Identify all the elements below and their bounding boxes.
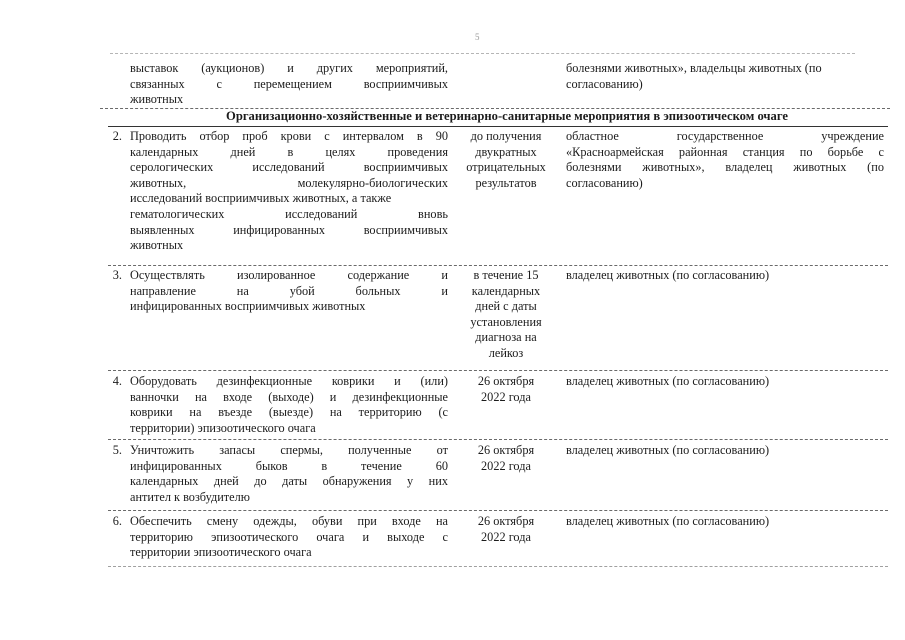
page-number: 5 bbox=[475, 32, 480, 42]
measure-line: Оборудовать дезинфекционные коврики и (или) bbox=[130, 374, 448, 388]
measure-line: территории) эпизоотического очага bbox=[130, 420, 316, 435]
deadline-line: в течение 15 bbox=[473, 268, 539, 282]
measure-line: календарных дней в целях проведения bbox=[130, 144, 448, 159]
responsible-cell bbox=[566, 443, 884, 459]
deadline-line: 26 октября bbox=[477, 374, 535, 388]
deadline-line: до получения bbox=[470, 129, 542, 143]
measure-line: серологических исследований восприимчивых bbox=[130, 160, 448, 175]
measure-line: инфицированных быков в течение 60 bbox=[130, 458, 448, 473]
row-number: 3. bbox=[112, 268, 122, 282]
responsible-line: болезнями животных», владельцы животных (по bbox=[566, 61, 822, 75]
row-divider bbox=[108, 126, 888, 127]
row-divider bbox=[110, 53, 855, 54]
responsible-line: владелец животных (по согласованию) bbox=[566, 514, 770, 528]
measure-line: животных, молекулярно-биологических bbox=[130, 175, 448, 190]
row-divider bbox=[108, 510, 888, 511]
deadline-line: 26 октября bbox=[477, 443, 535, 457]
row-number: 6. bbox=[112, 514, 122, 528]
measure-line: связанных с перемещением восприимчивых bbox=[130, 76, 448, 91]
deadline-line: дней с даты bbox=[475, 299, 537, 314]
responsible-line: владелец животных (по согласованию) bbox=[566, 268, 770, 282]
deadline-cell bbox=[456, 374, 556, 405]
responsible-cell bbox=[566, 374, 884, 390]
deadline-cell bbox=[456, 514, 556, 545]
measure-line: календарных дней до даты обнаружения у них bbox=[130, 474, 448, 489]
deadline-line: календарных bbox=[471, 283, 541, 298]
responsible-cell-continued bbox=[566, 61, 884, 92]
responsible-cell bbox=[566, 129, 884, 191]
deadline-line: диагноза на bbox=[475, 330, 537, 345]
measure-line: животных bbox=[130, 92, 184, 107]
deadline-line: установления bbox=[470, 314, 542, 329]
deadline-line: 2022 года bbox=[481, 458, 531, 473]
responsible-line: «Красноармейская районная станция по борьбе с bbox=[566, 144, 884, 159]
section-title: Организационно-хозяйственные и ветеринарно-санитарные мероприятия в эпизоотическом очаге bbox=[226, 109, 788, 123]
measure-cell-continued bbox=[130, 61, 448, 108]
deadline-cell bbox=[456, 268, 556, 362]
deadline-line: лейкоз bbox=[488, 345, 524, 360]
measure-line: территорию эпизоотического очага и выходе с bbox=[130, 529, 448, 544]
deadline-line: результатов bbox=[475, 175, 537, 190]
responsible-cell bbox=[566, 514, 884, 530]
measure-line: животных bbox=[130, 238, 184, 253]
measure-line: гематологических исследований вновь bbox=[130, 206, 448, 221]
deadline-line: двукратных bbox=[475, 144, 537, 159]
measure-line: антител к возбудителю bbox=[130, 489, 250, 504]
row-divider bbox=[108, 439, 888, 440]
row-divider bbox=[108, 265, 888, 266]
row-number: 2. bbox=[112, 129, 122, 143]
deadline-line: 26 октября bbox=[477, 514, 535, 528]
measure-line: выставок (аукционов) и других мероприятий, bbox=[130, 61, 448, 75]
row-divider bbox=[108, 566, 888, 567]
responsible-line: владелец животных (по согласованию) bbox=[566, 374, 770, 388]
responsible-cell bbox=[566, 268, 884, 284]
measure-cell bbox=[130, 374, 448, 436]
deadline-line: 2022 года bbox=[481, 529, 531, 544]
row-number: 5. bbox=[112, 443, 122, 457]
measure-line: ванночки на входе (выходе) и дезинфекционные bbox=[130, 389, 448, 404]
measure-line: направление на убой больных и bbox=[130, 283, 448, 298]
measure-cell bbox=[130, 129, 448, 254]
measure-line: Осуществлять изолированное содержание и bbox=[130, 268, 448, 282]
row-divider bbox=[108, 370, 888, 371]
responsible-line: областное государственное учреждение bbox=[566, 129, 884, 143]
measure-line: Уничтожить запасы спермы, полученные от bbox=[130, 443, 448, 457]
measure-cell bbox=[130, 268, 448, 315]
responsible-line: владелец животных (по согласованию) bbox=[566, 443, 770, 457]
measure-line: Обеспечить смену одежды, обуви при входе на bbox=[130, 514, 448, 528]
measure-cell bbox=[130, 514, 448, 561]
measure-line: исследований восприимчивых животных, а также bbox=[130, 191, 392, 206]
measure-line: выявленных инфицированных восприимчивых bbox=[130, 222, 448, 237]
measure-line: коврики на въезде (выезде) на территорию (с bbox=[130, 405, 448, 420]
measure-line: территории эпизоотического очага bbox=[130, 545, 312, 560]
deadline-cell bbox=[456, 443, 556, 474]
responsible-line: согласованию) bbox=[566, 76, 643, 91]
responsible-line: согласованию) bbox=[566, 175, 643, 190]
deadline-line: отрицательных bbox=[466, 160, 546, 175]
row-number: 4. bbox=[112, 374, 122, 388]
deadline-cell bbox=[456, 129, 556, 191]
measure-cell bbox=[130, 443, 448, 505]
measure-line: Проводить отбор проб крови с интервалом в 90 bbox=[130, 129, 448, 143]
deadline-line: 2022 года bbox=[481, 389, 531, 404]
measure-line: инфицированных восприимчивых животных bbox=[130, 299, 366, 314]
responsible-line: болезнями животных», владелец животных (по bbox=[566, 160, 884, 175]
